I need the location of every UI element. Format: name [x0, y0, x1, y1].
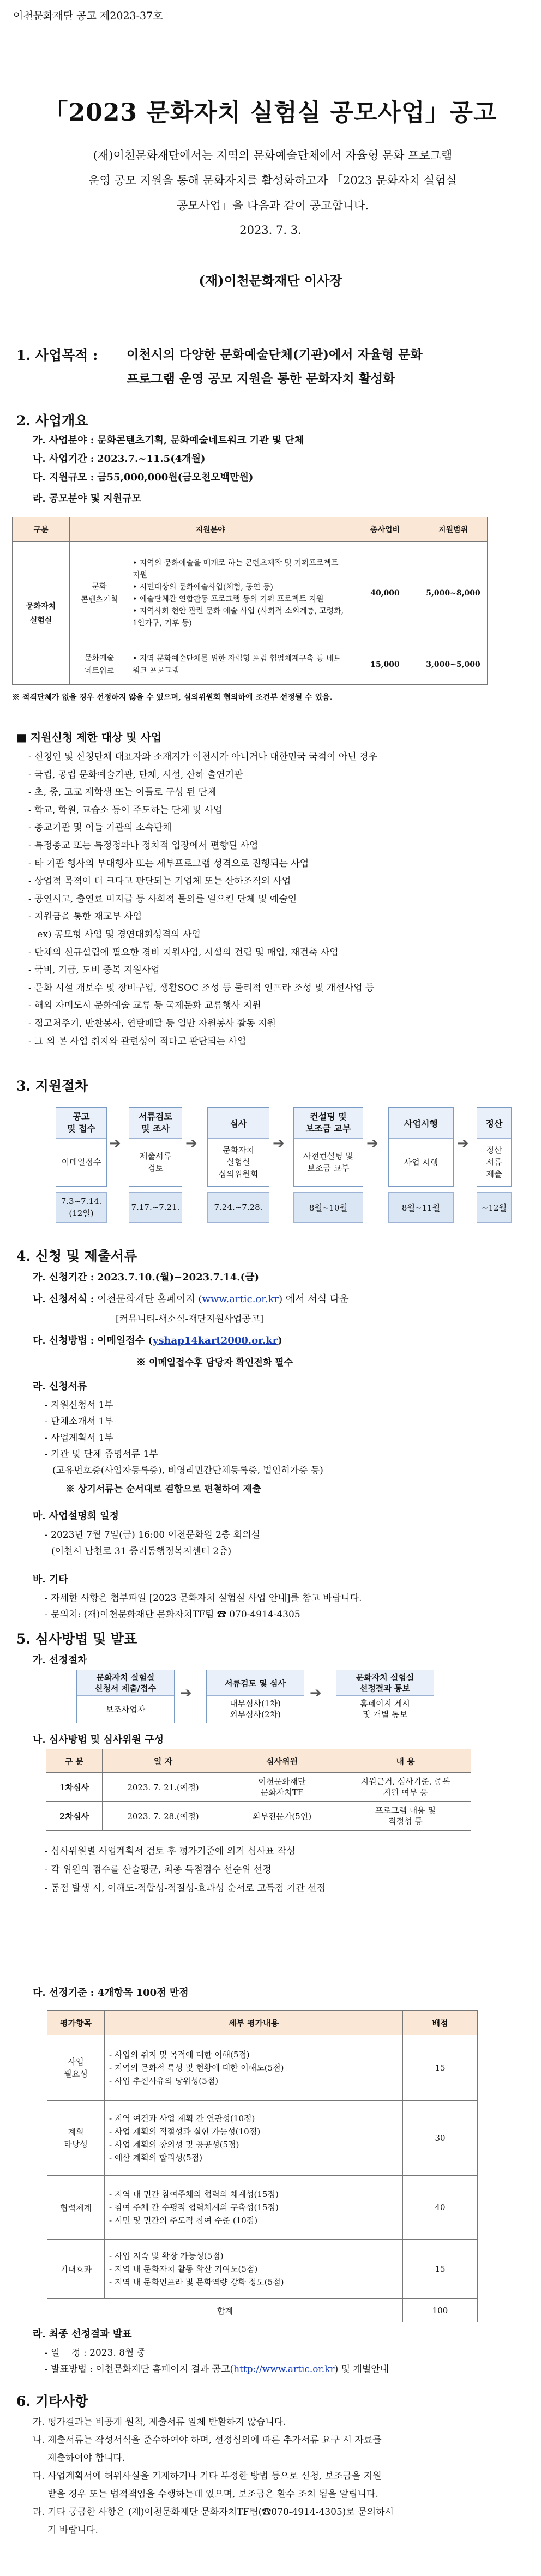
table-cell: 이천문화재단 문화자치TF [224, 1773, 340, 1802]
process-step-head: 공고 및 접수 [56, 1108, 106, 1139]
table-cell: 외부전문가(5인) [224, 1802, 340, 1831]
list-item: - 지역 내 문화인프라 및 문화역량 강화 정도(5점) [109, 2277, 284, 2287]
list-item: 받을 경우 또는 법적책임을 수행하는데 있으며, 보조금은 환수 조치 됨을 알립니다. [33, 2489, 378, 2500]
briefing-title: 마. 사업설명회 일정 [33, 1510, 119, 1522]
list-item: - 문의처: (재)이천문화재단 문화자치TF팀 ☎ 070-4914-4305 [45, 1609, 300, 1620]
overview-value: 2023.7.~11.5(4개월) [97, 453, 206, 465]
table-total-cell: 40,000 [351, 542, 419, 645]
list-item: - 각 위원의 점수를 산술평균, 최종 득점점수 선순위 선정 [45, 1864, 272, 1875]
etc-title: 바. 기타 [33, 1574, 68, 1585]
apply-period-label: 가. 신청기간 : [33, 1272, 94, 1283]
table-cell: 15 [403, 2035, 478, 2101]
list-item: - 단체의 신규설립에 필요한 경비 지원사업, 시설의 건립 및 매입, 재건축 사업 [28, 947, 339, 958]
arrow-right-icon: ➔ [310, 1685, 322, 1701]
table-header-cell: 지원분야 [70, 517, 351, 542]
list-item: - 해외 자매도시 문화예술 교류 등 국제문화 교류행사 지원 [28, 1000, 261, 1012]
list-item: - 사업 지속 및 확장 가능성(5점) [109, 2251, 224, 2261]
process-step-body: 사업 시행 [404, 1157, 438, 1167]
table-group-cell: 문화자치 실험실 [13, 542, 70, 685]
overview-item [33, 470, 253, 484]
notice-date: 2023. 7. 3. [239, 224, 302, 237]
selection-step-body: 내부심사(1차) 외부심사(2차) [230, 1699, 281, 1719]
list-item: - 지역 내 민간 참여주체의 협력의 체계성(15점) [109, 2189, 279, 2199]
restriction-list [28, 748, 377, 1050]
process-step [129, 1107, 182, 1187]
table-header-cell: 일 자 [103, 1749, 224, 1773]
list-item: - 공연시고, 출연료 미지급 등 사회적 물의를 일으킨 단체 및 예술인 [28, 893, 297, 905]
table-row [47, 2101, 478, 2176]
list-item: - 타 기관 행사의 부대행사 또는 세부프로그램 성격으로 진행되는 사업 [28, 858, 309, 869]
list-item: 가. 평가결과는 비공개 원칙, 제출서류 일체 반환하지 않습니다. [33, 2417, 286, 2428]
process-step-date: 7.24.~7.28. [207, 1192, 269, 1223]
table-header-cell: 세부 평가내용 [105, 2011, 403, 2035]
apply-form-text: ) 에서 서식 다운 [279, 1293, 349, 1305]
table-header-cell: 총사업비 [351, 517, 419, 542]
result-details [45, 2345, 389, 2378]
list-item: 나. 제출서류는 작성서식을 준수하여야 하며, 선정심의에 따른 추가서류 요구 시 자료를 [33, 2435, 382, 2446]
criteria-table [47, 2010, 478, 2322]
table-cell: 사업 필요성 [47, 2035, 105, 2101]
process-step-body: 이메일접수 [61, 1157, 101, 1167]
process-step-body: 문화자치 실험실 심의위원회 [218, 1145, 259, 1179]
overview-item [33, 451, 206, 465]
list-item: - 지원금을 통한 재교부 사업 [28, 911, 142, 923]
selection-step-body: 홈페이지 게시 및 개별 통보 [360, 1699, 410, 1719]
table-cell: 30 [403, 2101, 478, 2176]
table-total-cell: 15,000 [351, 645, 419, 685]
process-step-date: 7.3~7.14. (12일) [56, 1192, 107, 1223]
table-cell: 2023. 7. 28.(예정) [103, 1802, 224, 1831]
result-text: ) 및 개별안내 [334, 2364, 389, 2375]
table-row [13, 645, 488, 685]
email-link[interactable]: yshap14kart2000.or.kr [152, 1335, 278, 1346]
apply-form-label: 나. 신청서식 : [33, 1293, 94, 1305]
table-cell [105, 2035, 403, 2101]
list-item: - 학교, 학원, 교습소 등이 주도하는 단체 및 사업 [28, 804, 223, 816]
total-label: 합계 [47, 2299, 403, 2322]
table-cell: 계획 타당성 [47, 2101, 105, 2176]
apply-method-label: 다. 신청방법 : [33, 1335, 94, 1346]
arrow-right-icon: ➔ [180, 1685, 192, 1701]
table-cell [105, 2240, 403, 2299]
list-item: 다. 사업계획서에 허위사실을 기재하거나 기타 부정한 방법 등으로 신청, 보조금을 지원 [33, 2471, 382, 2482]
table-header-cell: 평가항목 [47, 2011, 105, 2035]
documents-note: ※ 상기서류는 순서대로 결합으로 편철하여 제출 [65, 1484, 261, 1495]
list-item: 기 바랍니다. [33, 2525, 98, 2536]
restriction-title: ■ 지원신청 제한 대상 및 사업 [16, 731, 162, 744]
documents-title: 라. 신청서류 [33, 1381, 87, 1392]
process-step-date: ~12월 [477, 1192, 512, 1223]
arrow-right-icon: ➔ [457, 1135, 469, 1152]
list-item: - 심사위원별 사업계획서 검토 후 평가기준에 의거 심사표 작성 [45, 1846, 296, 1857]
selection-step [336, 1670, 434, 1723]
list-item: - 상업적 목적이 더 크다고 판단되는 기업체 또는 산하조직의 사업 [28, 876, 291, 887]
list-item: 라. 기타 궁금한 사항은 (재)이천문화재단 문화자치TF팀(☎070-4914-4305)로 문의하시 [33, 2507, 394, 2518]
intro-line: 공모사업」을 다음과 같이 공고합니다. [177, 199, 369, 212]
list-item: - 자세한 사항은 첨부파일 [2023 문화자치 실험실 사업 안내]를 참고 바랍니다. [45, 1593, 362, 1604]
section-1-line1: 이천시의 다양한 문화예술단체(기관)에서 자율형 문화 [127, 347, 423, 362]
table-sub-cell: 문화 콘텐츠기획 [70, 542, 129, 645]
section-5-title: 5. 심사방법 및 발표 [16, 1631, 137, 1647]
table-bullets-cell [129, 645, 351, 685]
process-step [207, 1107, 269, 1187]
apply-period [33, 1269, 259, 1284]
arrow-right-icon: ➔ [185, 1135, 197, 1152]
table-row [13, 542, 488, 645]
etc-details [45, 1590, 362, 1623]
section-1-line2: 프로그램 운영 공모 지원을 통한 문화자치 활성화 [127, 371, 395, 386]
list-item: - 기관 및 단체 증명서류 1부 [45, 1449, 158, 1460]
process-step-date: 8월~11월 [388, 1192, 454, 1223]
selection-process-title: 가. 선정절차 [33, 1654, 87, 1666]
arrow-right-icon: ➔ [273, 1135, 285, 1152]
list-item: - 종교기관 및 이들 기관의 소속단체 [28, 822, 172, 834]
table-header-cell: 배점 [403, 2011, 478, 2035]
intro-line: 운영 공모 지원을 통해 문화자치를 활성화하고자 「2023 문화자치 실험실 [88, 174, 457, 187]
result-link[interactable]: http://www.artic.or.kr [233, 2364, 335, 2375]
selection-step [76, 1670, 175, 1723]
table-header-row [47, 2011, 478, 2035]
list-item: (이천시 남천로 31 중리동행정복지센터 2층) [51, 1546, 232, 1557]
list-item: - 2023년 7월 7일(금) 16:00 이천문화원 2층 회의실 [45, 1530, 261, 1540]
table-header-cell: 구분 [13, 517, 70, 542]
list-item [45, 2361, 389, 2378]
total-score: 100 [403, 2299, 478, 2322]
overview-label: 라. 공모분야 및 지원규모 [33, 493, 141, 504]
section-3-title: 3. 지원절차 [16, 1078, 88, 1094]
process-step-body: 제출서류 검토 [140, 1151, 171, 1173]
selection-step-head: 문화자치 실험실 신청서 제출/접수 [77, 1670, 174, 1696]
apply-form-text: 이천문화재단 홈페이지 ( [97, 1293, 202, 1305]
funding-table [12, 517, 488, 685]
process-step-head: 컨설팅 및 보조금 교부 [294, 1108, 363, 1139]
overview-label: 다. 지원규모 : [33, 472, 94, 483]
bullet-item: • 지역사회 현안 관련 문화 예술 사업 (사회적 소외계층, 고령화, 1인가구, 기후 등) [133, 607, 344, 628]
apply-method-text: 이메일접수 ( [97, 1335, 153, 1346]
process-step-head: 정산 [477, 1108, 511, 1139]
apply-method [33, 1333, 282, 1347]
list-item: - 접고처주기, 반찬봉사, 연탄배달 등 일반 자원봉사 활동 지원 [28, 1018, 276, 1029]
table-row [47, 2035, 478, 2101]
selection-step [206, 1670, 304, 1723]
process-step-date: 8월~10월 [293, 1192, 363, 1223]
process-step-head: 사업시행 [389, 1108, 453, 1139]
intro-paragraph [65, 143, 480, 218]
apply-method-note: ※ 이메일접수후 담당자 확인전화 필수 [136, 1357, 293, 1368]
selection-step-head: 문화자치 실험실 선정결과 통보 [336, 1670, 434, 1696]
process-step-date: 7.17.~7.21. [129, 1192, 182, 1223]
section-4-title: 4. 신청 및 제출서류 [16, 1248, 137, 1264]
overview-label: 가. 사업분야 : [33, 435, 94, 446]
table-range-cell: 5,000~8,000 [419, 542, 488, 645]
criteria-title: 다. 선정기준 : 4개항목 100점 만점 [33, 1987, 189, 1999]
overview-item [33, 432, 304, 447]
list-item: - 사업 계획의 창의성 및 공공성(5점) [109, 2140, 239, 2150]
process-step [56, 1107, 107, 1187]
documents-list [45, 1397, 323, 1479]
table-row [47, 2176, 478, 2240]
table-sub-cell: 문화예술 네트워크 [70, 645, 129, 685]
list-item: - 시민 및 민간의 주도적 참여 수준 (10점) [109, 2216, 258, 2225]
list-item: - 동점 발생 시, 이해도-적합성-적절성-효과성 순서로 고득점 기관 선정 [45, 1883, 326, 1894]
arrow-right-icon: ➔ [109, 1135, 121, 1152]
table-total-row [47, 2299, 478, 2322]
bullet-item: • 시민대상의 문화예술사업(체험, 공연 등) [133, 583, 273, 592]
table-header-cell: 구 분 [46, 1749, 103, 1773]
table-cell: 협력체계 [47, 2176, 105, 2240]
list-item: - 문화 시설 개보수 및 장비구입, 생활SOC 조성 등 물리적 인프라 조성 및 개선사업 등 [28, 982, 375, 994]
committee-table [46, 1749, 471, 1831]
table-header-cell: 지원범위 [419, 517, 488, 542]
process-step-head: 서류검토 및 조사 [129, 1108, 182, 1139]
list-item: - 지원신청서 1부 [45, 1400, 113, 1411]
bullet-item: • 예술단체간 연합활동 프로그램 등의 기획 프로젝트 지원 [133, 595, 324, 604]
list-item: (고유번호증(사업자등록증), 비영리민간단체등록증, 법인허가증 등) [52, 1465, 323, 1476]
table-cell: 40 [403, 2176, 478, 2240]
table-row [46, 1773, 471, 1802]
page-title: 「2023 문화자치 실험실 공모사업」공고 [44, 99, 497, 127]
table-footnote: ※ 적격단체가 없을 경우 선정하지 않을 수 있으며, 심의위원회 협의하에 조건부 선정될 수 있음. [12, 693, 333, 702]
list-item: 제출하여야 합니다. [33, 2453, 125, 2464]
process-step [293, 1107, 363, 1187]
selection-step-body: 보조사업자 [105, 1704, 146, 1714]
result-text: - 발표방법 : 이천문화재단 홈페이지 결과 공고( [45, 2364, 234, 2375]
table-row [47, 2240, 478, 2299]
section-1-title: 1. 사업목적 : [16, 347, 98, 363]
table-cell: 15 [403, 2240, 478, 2299]
overview-value: 문화콘텐츠기획, 문화예술네트워크 기관 및 단체 [97, 435, 304, 446]
table-header-row [46, 1749, 471, 1773]
section-6-title: 6. 기타사항 [16, 2393, 88, 2409]
list-item: - 국립, 공립 문화예술기관, 단체, 시설, 산하 출연기관 [28, 769, 243, 780]
process-step [477, 1107, 512, 1187]
homepage-link[interactable]: www.artic.or.kr [202, 1293, 279, 1305]
list-item: - 사업계획서 1부 [45, 1433, 113, 1443]
list-item: - 단체소개서 1부 [45, 1416, 113, 1427]
table-range-cell: 3,000~5,000 [419, 645, 488, 685]
list-item: - 일 정 : 2023. 8월 중 [45, 2348, 146, 2358]
list-item: - 신청인 및 신청단체 대표자와 소재지가 이천시가 아니거나 대한민국 국적이 아닌 경우 [28, 751, 377, 762]
list-item: - 특정종교 또는 특정정파나 정치적 입장에서 편향된 사업 [28, 840, 259, 851]
list-item: - 사업의 취지 및 목적에 대한 이해(5점) [109, 2050, 250, 2060]
committee-notes [45, 1842, 326, 1898]
other-notes [33, 2414, 394, 2539]
document-number: 이천문화재단 공고 제2023-37호 [13, 10, 163, 22]
bullet-item: • 지역 문화예술단체를 위한 자립형 포럼 협업체계구축 등 네트워크 프로그램 [133, 654, 341, 675]
briefing-details [45, 1527, 260, 1560]
table-cell: 1차심사 [46, 1773, 103, 1802]
process-step-head: 심사 [208, 1108, 269, 1139]
process-step [388, 1107, 454, 1187]
list-item: - 사업 추진사유의 당위성(5점) [109, 2076, 219, 2086]
arrow-right-icon: ➔ [366, 1135, 378, 1152]
list-item: - 국비, 기금, 도비 중복 지원사업 [28, 965, 160, 976]
section-2-title: 2. 사업개요 [16, 413, 88, 429]
list-item: - 참여 주체 간 수평적 협력체계의 구축성(15점) [109, 2202, 279, 2212]
table-cell: 지원근거, 심사기준, 중복 지원 여부 등 [340, 1773, 471, 1802]
process-step-body: 사전컨설팅 및 보조금 교부 [303, 1151, 353, 1173]
bullet-item: • 지역의 문화예술을 매개로 하는 콘텐츠제작 및 기획프로젝트 지원 [133, 559, 339, 580]
table-cell [105, 2101, 403, 2176]
table-bullets-cell [129, 542, 351, 645]
list-item: - 지역 내 문화자치 활동 확산 기여도(5점) [109, 2264, 258, 2274]
table-row [46, 1802, 471, 1831]
result-title: 라. 최종 선정결과 발표 [33, 2328, 132, 2340]
overview-value: 금55,000,000원(금오천오백만원) [97, 472, 254, 483]
list-item: - 지역 여건과 사업 계획 간 연관성(10점) [109, 2114, 255, 2123]
list-item: - 지역의 문화적 특성 및 현황에 대한 이해도(5점) [109, 2063, 284, 2073]
apply-method-text: ) [278, 1335, 282, 1346]
list-item: - 그 외 본 사업 취지와 관련성이 적다고 판단되는 사업 [28, 1036, 247, 1047]
table-cell: 프로그램 내용 및 적정성 등 [340, 1802, 471, 1831]
list-item: - 초, 중, 고교 재학생 또는 이들로 구성 된 단체 [28, 787, 217, 798]
table-header-row [13, 517, 488, 542]
list-item: - 예산 계획의 합리성(5점) [109, 2153, 203, 2163]
apply-form [33, 1291, 349, 1305]
table-cell: 2023. 7. 21.(예정) [103, 1773, 224, 1802]
selection-step-head: 서류검토 및 심사 [207, 1670, 304, 1696]
table-cell: 기대효과 [47, 2240, 105, 2299]
apply-period-value: 2023.7.10.(월)~2023.7.14.(금) [97, 1272, 259, 1283]
list-item: ex) 공모형 사업 및 경연대회성격의 사업 [28, 929, 201, 940]
intro-line: (재)이천문화재단에서는 지역의 문화예술단체에서 자율형 문화 프로그램 [93, 149, 453, 162]
table-header-cell: 심사위원 [224, 1749, 340, 1773]
list-item: - 사업 계획의 적절성과 실현 가능성(10점) [109, 2127, 261, 2136]
table-cell [105, 2176, 403, 2240]
table-header-cell: 내 용 [340, 1749, 471, 1773]
process-step-body: 정산 서류 제출 [486, 1145, 502, 1179]
overview-label: 나. 사업기간 : [33, 453, 94, 465]
apply-form-path: [커뮤니티-새소식-재단지원사업공고] [116, 1314, 264, 1325]
table-cell: 2차심사 [46, 1802, 103, 1831]
issuing-organization: (재)이천문화재단 이사장 [199, 273, 342, 288]
committee-title: 나. 심사방법 및 심사위원 구성 [33, 1734, 164, 1746]
